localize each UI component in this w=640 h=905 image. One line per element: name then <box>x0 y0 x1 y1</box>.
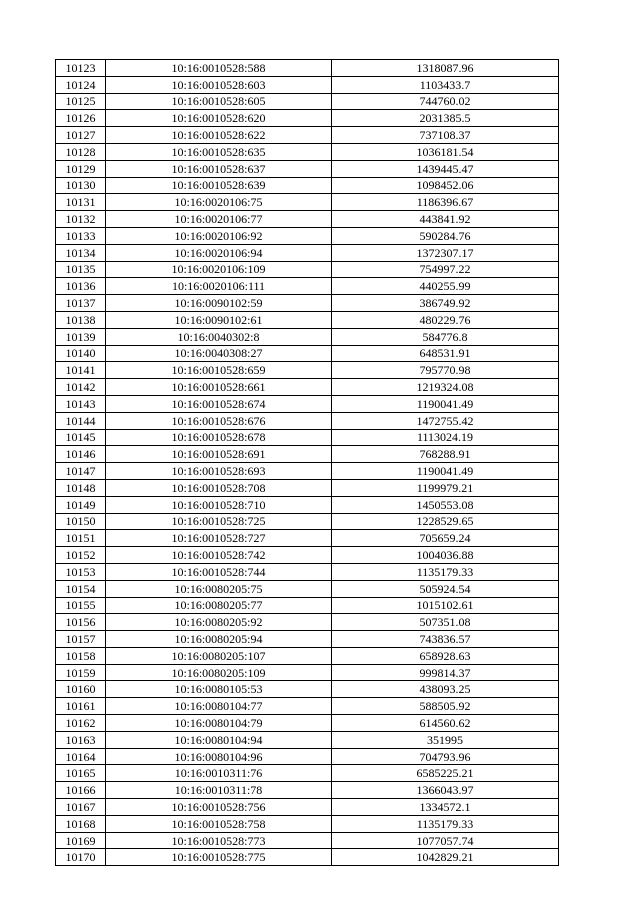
cadastral-number-cell: 10:16:0010528:775 <box>106 849 332 866</box>
cadastral-number-cell: 10:16:0020106:109 <box>106 261 332 278</box>
value-cell: 1199979.21 <box>332 479 559 496</box>
value-cell: 1113024.19 <box>332 429 559 446</box>
table-row <box>56 681 559 698</box>
row-number-cell: 10142 <box>56 379 106 396</box>
value-cell: 1077057.74 <box>332 832 559 849</box>
row-number-cell: 10148 <box>56 479 106 496</box>
cadastral-number-cell: 10:16:0010528:708 <box>106 479 332 496</box>
cadastral-number-cell: 10:16:0020106:92 <box>106 227 332 244</box>
table-row <box>56 715 559 732</box>
value-cell: 743836.57 <box>332 631 559 648</box>
row-number-cell: 10140 <box>56 345 106 362</box>
cadastral-number-cell: 10:16:0080104:96 <box>106 748 332 765</box>
table-row <box>56 799 559 816</box>
value-cell: 1318087.96 <box>332 60 559 77</box>
cadastral-number-cell: 10:16:0020106:77 <box>106 211 332 228</box>
row-number-cell: 10136 <box>56 278 106 295</box>
table-row <box>56 261 559 278</box>
row-number-cell: 10162 <box>56 715 106 732</box>
table-row <box>56 748 559 765</box>
table-row <box>56 362 559 379</box>
table-row <box>56 832 559 849</box>
row-number-cell: 10133 <box>56 227 106 244</box>
cadastral-number-cell: 10:16:0090102:61 <box>106 311 332 328</box>
table-row <box>56 782 559 799</box>
table-row <box>56 76 559 93</box>
cadastral-number-cell: 10:16:0010528:639 <box>106 177 332 194</box>
table-row <box>56 580 559 597</box>
table-row <box>56 60 559 77</box>
value-cell: 1472755.42 <box>332 412 559 429</box>
value-cell: 754997.22 <box>332 261 559 278</box>
cadastral-number-cell: 10:16:0080104:77 <box>106 698 332 715</box>
table-row <box>56 345 559 362</box>
value-cell: 1036181.54 <box>332 143 559 160</box>
table-row <box>56 211 559 228</box>
value-cell: 1450553.08 <box>332 496 559 513</box>
cadastral-number-cell: 10:16:0010528:744 <box>106 563 332 580</box>
row-number-cell: 10156 <box>56 614 106 631</box>
data-table <box>55 59 559 866</box>
row-number-cell: 10154 <box>56 580 106 597</box>
value-cell: 588505.92 <box>332 698 559 715</box>
value-cell: 590284.76 <box>332 227 559 244</box>
value-cell: 438093.25 <box>332 681 559 698</box>
value-cell: 1015102.61 <box>332 597 559 614</box>
table-row <box>56 647 559 664</box>
cadastral-number-cell: 10:16:0010528:725 <box>106 513 332 530</box>
row-number-cell: 10149 <box>56 496 106 513</box>
cadastral-number-cell: 10:16:0010528:742 <box>106 547 332 564</box>
cadastral-number-cell: 10:16:0080205:92 <box>106 614 332 631</box>
cadastral-number-cell: 10:16:0090102:59 <box>106 295 332 312</box>
cadastral-number-cell: 10:16:0010528:605 <box>106 93 332 110</box>
cadastral-number-cell: 10:16:0080205:109 <box>106 664 332 681</box>
row-number-cell: 10163 <box>56 731 106 748</box>
row-number-cell: 10150 <box>56 513 106 530</box>
table-row <box>56 547 559 564</box>
row-number-cell: 10166 <box>56 782 106 799</box>
value-cell: 584776.8 <box>332 328 559 345</box>
cadastral-number-cell: 10:16:0010528:710 <box>106 496 332 513</box>
row-number-cell: 10129 <box>56 160 106 177</box>
row-number-cell: 10128 <box>56 143 106 160</box>
table-row <box>56 110 559 127</box>
cadastral-number-cell: 10:16:0010528:659 <box>106 362 332 379</box>
cadastral-number-cell: 10:16:0040308:27 <box>106 345 332 362</box>
table-row <box>56 160 559 177</box>
table-row <box>56 731 559 748</box>
table-row <box>56 429 559 446</box>
cadastral-number-cell: 10:16:0080205:77 <box>106 597 332 614</box>
value-cell: 1366043.97 <box>332 782 559 799</box>
cadastral-number-cell: 10:16:0010528:635 <box>106 143 332 160</box>
value-cell: 1228529.65 <box>332 513 559 530</box>
table-row <box>56 463 559 480</box>
row-number-cell: 10157 <box>56 631 106 648</box>
value-cell: 505924.54 <box>332 580 559 597</box>
cadastral-number-cell: 10:16:0010528:661 <box>106 379 332 396</box>
row-number-cell: 10125 <box>56 93 106 110</box>
row-number-cell: 10138 <box>56 311 106 328</box>
row-number-cell: 10144 <box>56 412 106 429</box>
cadastral-number-cell: 10:16:0080104:79 <box>106 715 332 732</box>
table-row <box>56 295 559 312</box>
value-cell: 658928.63 <box>332 647 559 664</box>
cadastral-number-cell: 10:16:0010528:676 <box>106 412 332 429</box>
table-row <box>56 614 559 631</box>
row-number-cell: 10141 <box>56 362 106 379</box>
value-cell: 1219324.08 <box>332 379 559 396</box>
value-cell: 744760.02 <box>332 93 559 110</box>
value-cell: 1372307.17 <box>332 244 559 261</box>
row-number-cell: 10168 <box>56 815 106 832</box>
value-cell: 1190041.49 <box>332 463 559 480</box>
cadastral-number-cell: 10:16:0010528:603 <box>106 76 332 93</box>
row-number-cell: 10132 <box>56 211 106 228</box>
cadastral-number-cell: 10:16:0010528:674 <box>106 395 332 412</box>
table-row <box>56 194 559 211</box>
value-cell: 1190041.49 <box>332 395 559 412</box>
row-number-cell: 10152 <box>56 547 106 564</box>
table-row <box>56 597 559 614</box>
table-row <box>56 849 559 866</box>
row-number-cell: 10147 <box>56 463 106 480</box>
value-cell: 443841.92 <box>332 211 559 228</box>
cadastral-number-cell: 10:16:0010528:758 <box>106 815 332 832</box>
row-number-cell: 10123 <box>56 60 106 77</box>
row-number-cell: 10135 <box>56 261 106 278</box>
cadastral-number-cell: 10:16:0010528:727 <box>106 530 332 547</box>
table-row <box>56 412 559 429</box>
value-cell: 1439445.47 <box>332 160 559 177</box>
row-number-cell: 10137 <box>56 295 106 312</box>
value-cell: 1042829.21 <box>332 849 559 866</box>
row-number-cell: 10153 <box>56 563 106 580</box>
row-number-cell: 10164 <box>56 748 106 765</box>
row-number-cell: 10127 <box>56 127 106 144</box>
row-number-cell: 10170 <box>56 849 106 866</box>
row-number-cell: 10158 <box>56 647 106 664</box>
table-row <box>56 328 559 345</box>
cadastral-number-cell: 10:16:0010528:622 <box>106 127 332 144</box>
cadastral-number-cell: 10:16:0080205:75 <box>106 580 332 597</box>
row-number-cell: 10159 <box>56 664 106 681</box>
cadastral-number-cell: 10:16:0010528:588 <box>106 60 332 77</box>
row-number-cell: 10161 <box>56 698 106 715</box>
table-row <box>56 177 559 194</box>
row-number-cell: 10160 <box>56 681 106 698</box>
table-row <box>56 379 559 396</box>
cadastral-number-cell: 10:16:0010528:691 <box>106 446 332 463</box>
cadastral-number-cell: 10:16:0080105:53 <box>106 681 332 698</box>
value-cell: 440255.99 <box>332 278 559 295</box>
row-number-cell: 10143 <box>56 395 106 412</box>
row-number-cell: 10131 <box>56 194 106 211</box>
cadastral-number-cell: 10:16:0010528:693 <box>106 463 332 480</box>
value-cell: 386749.92 <box>332 295 559 312</box>
value-cell: 1334572.1 <box>332 799 559 816</box>
cadastral-number-cell: 10:16:0010528:620 <box>106 110 332 127</box>
row-number-cell: 10124 <box>56 76 106 93</box>
value-cell: 768288.91 <box>332 446 559 463</box>
table-row <box>56 496 559 513</box>
row-number-cell: 10126 <box>56 110 106 127</box>
cadastral-number-cell: 10:16:0010528:773 <box>106 832 332 849</box>
cadastral-number-cell: 10:16:0010528:678 <box>106 429 332 446</box>
row-number-cell: 10134 <box>56 244 106 261</box>
row-number-cell: 10130 <box>56 177 106 194</box>
value-cell: 6585225.21 <box>332 765 559 782</box>
table-row <box>56 479 559 496</box>
row-number-cell: 10169 <box>56 832 106 849</box>
cadastral-number-cell: 10:16:0010528:756 <box>106 799 332 816</box>
value-cell: 1098452.06 <box>332 177 559 194</box>
row-number-cell: 10151 <box>56 530 106 547</box>
table-row <box>56 530 559 547</box>
value-cell: 1135179.33 <box>332 815 559 832</box>
row-number-cell: 10146 <box>56 446 106 463</box>
value-cell: 795770.98 <box>332 362 559 379</box>
row-number-cell: 10167 <box>56 799 106 816</box>
table-row <box>56 815 559 832</box>
table-row <box>56 563 559 580</box>
cadastral-number-cell: 10:16:0020106:111 <box>106 278 332 295</box>
table-body <box>56 60 559 866</box>
value-cell: 704793.96 <box>332 748 559 765</box>
table-row <box>56 143 559 160</box>
table-row <box>56 664 559 681</box>
table-row <box>56 698 559 715</box>
value-cell: 705659.24 <box>332 530 559 547</box>
table-row <box>56 127 559 144</box>
value-cell: 1186396.67 <box>332 194 559 211</box>
cadastral-number-cell: 10:16:0080104:94 <box>106 731 332 748</box>
cadastral-number-cell: 10:16:0040302:8 <box>106 328 332 345</box>
value-cell: 1103433.7 <box>332 76 559 93</box>
table-row <box>56 93 559 110</box>
table-row <box>56 244 559 261</box>
table-row <box>56 227 559 244</box>
cadastral-number-cell: 10:16:0080205:107 <box>106 647 332 664</box>
cadastral-number-cell: 10:16:0010528:637 <box>106 160 332 177</box>
cadastral-number-cell: 10:16:0010311:76 <box>106 765 332 782</box>
cadastral-number-cell: 10:16:0010311:78 <box>106 782 332 799</box>
table-row <box>56 513 559 530</box>
row-number-cell: 10139 <box>56 328 106 345</box>
row-number-cell: 10155 <box>56 597 106 614</box>
table-row <box>56 395 559 412</box>
value-cell: 507351.08 <box>332 614 559 631</box>
row-number-cell: 10145 <box>56 429 106 446</box>
cadastral-number-cell: 10:16:0020106:75 <box>106 194 332 211</box>
value-cell: 999814.37 <box>332 664 559 681</box>
value-cell: 1004036.88 <box>332 547 559 564</box>
table-row <box>56 446 559 463</box>
cadastral-number-cell: 10:16:0020106:94 <box>106 244 332 261</box>
row-number-cell: 10165 <box>56 765 106 782</box>
value-cell: 614560.62 <box>332 715 559 732</box>
cadastral-number-cell: 10:16:0080205:94 <box>106 631 332 648</box>
table-row <box>56 278 559 295</box>
value-cell: 737108.37 <box>332 127 559 144</box>
value-cell: 2031385.5 <box>332 110 559 127</box>
table-row <box>56 311 559 328</box>
value-cell: 648531.91 <box>332 345 559 362</box>
table-row <box>56 631 559 648</box>
value-cell: 351995 <box>332 731 559 748</box>
value-cell: 1135179.33 <box>332 563 559 580</box>
table-row <box>56 765 559 782</box>
value-cell: 480229.76 <box>332 311 559 328</box>
